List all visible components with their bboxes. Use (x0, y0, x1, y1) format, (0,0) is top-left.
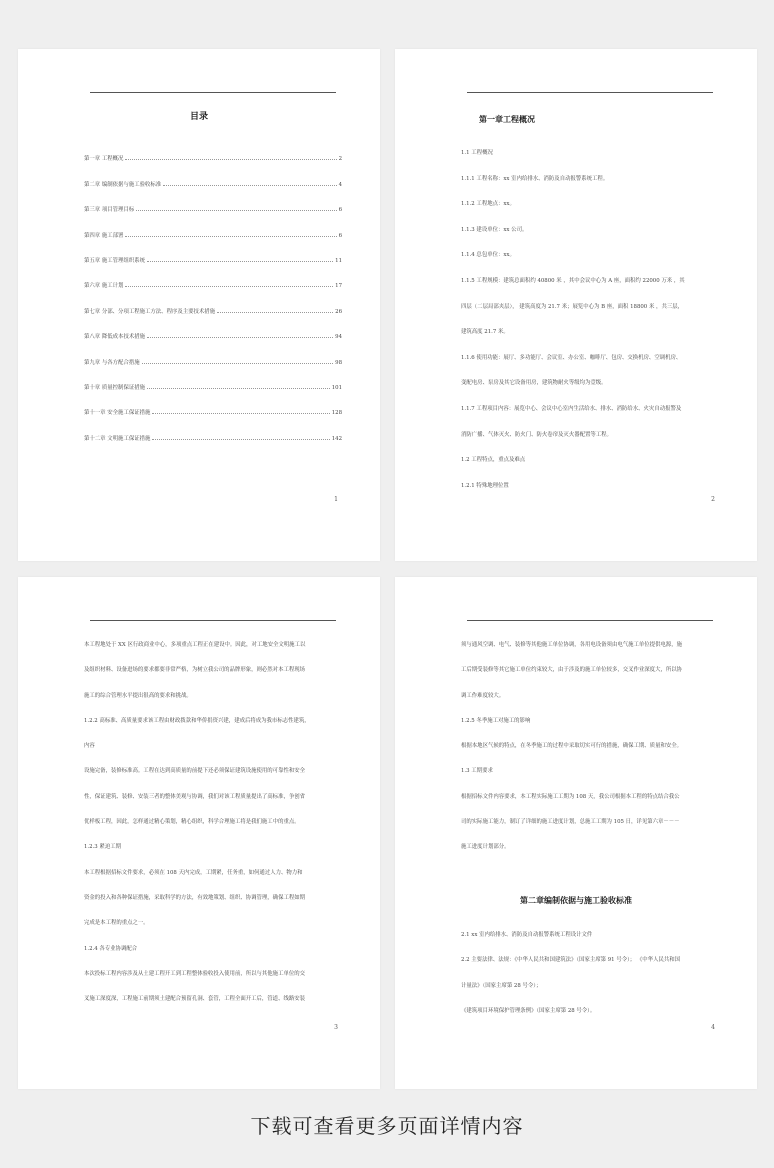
chapter-heading: 第二章编制依据与施工验收标准 (520, 895, 632, 905)
text-line: 优样板工程，因此，怎样通过精心策划，精心组织，科学合理施工将是我们施工中的重点。 (84, 819, 300, 826)
toc-entry-page: 128 (331, 410, 342, 417)
header-rule (90, 620, 336, 621)
text-line: 计量法》（国家主席第 28 号令）； (461, 982, 542, 989)
toc-entry-page: 2 (338, 156, 342, 163)
toc-entry[interactable] (84, 315, 342, 340)
text-line: 1.1.6 使用功能：展厅、多功能厅、会议室、办公室、咖啡厅、包房、交换机房、空调机房、 (461, 354, 682, 361)
text-line: 消防广播、气体灭火、防火门、防火卷帘及灭火器配置等工程。 (461, 431, 612, 438)
toc-leader-dots (217, 312, 333, 313)
toc-entry-page: 98 (335, 359, 342, 366)
table-of-contents (84, 137, 342, 442)
toc-entry[interactable] (84, 366, 342, 391)
text-line: 1.1.7 工程项目内容：展览中心、会议中心室内生活给水、排水、消防给水、火灾自动报警及 (461, 405, 682, 412)
toc-leader-dots (147, 337, 333, 338)
text-line: 调工作难度较大。 (461, 692, 505, 699)
header-rule (467, 92, 713, 93)
toc-entry-page: 6 (338, 207, 342, 214)
toc-leader-dots (147, 261, 333, 262)
toc-entry-title: 第七章 分部、分项工程施工方法、程序及主要技术措施 (84, 308, 216, 315)
toc-entry-page: 4 (338, 181, 342, 188)
toc-entry-title: 第五章 施工管理组织系统 (84, 257, 146, 264)
toc-leader-dots (147, 388, 330, 389)
toc-leader-dots (163, 185, 336, 186)
toc-leader-dots (125, 236, 336, 237)
text-line: 1.2.1 特殊地理位置 (461, 482, 509, 489)
text-line: 建筑高度 21.7 米。 (461, 329, 509, 336)
page-number: 4 (711, 1024, 715, 1031)
page-body (84, 633, 342, 1012)
toc-entry-page: 94 (335, 334, 342, 341)
page-number: 2 (711, 496, 715, 503)
header-rule (467, 620, 713, 621)
text-line: 须与通风空调、电气、装修等其他施工单位协调，各用电设备须由电气施工单位提供电源，施 (461, 642, 683, 648)
toc-entry-title: 第六章 施工计划 (84, 283, 124, 290)
toc-entry-title: 第八章 降低成本技术措施 (84, 334, 146, 341)
document-page-2 (395, 49, 757, 561)
text-line: 司的实际施工能力，制订了详细的施工进度计划，总施工工期为 105 日，详见第六章－－－ (461, 819, 680, 826)
toc-leader-dots (152, 413, 329, 414)
page-number: 3 (334, 1024, 338, 1031)
text-line: 施工的综合管理水平提出很高的要求和挑战。 (84, 692, 192, 699)
text-line: 1.3 工期要求 (461, 768, 493, 775)
text-line: 1.1.4 总包单位：xx。 (461, 252, 515, 259)
text-line: 1.1.5 工程规模：建筑总面积约 40800 米 ，其中会议中心为 A 座，面积约 22000 万米 ，其 (461, 277, 685, 284)
text-line: 施工进度计划部分。 (461, 844, 510, 851)
toc-entry-page: 6 (338, 232, 342, 239)
toc-entry-title: 第十章 质量控制保证措施 (84, 384, 146, 391)
text-line: 2.1 xx 室内给排水、消防及自动报警系统工程设计文件 (461, 932, 593, 938)
toc-entry-page: 11 (335, 257, 342, 264)
text-line: 变配电房、泵房及其它设备用房，建筑物耐火等级均为壹级。 (461, 380, 607, 387)
toc-entry[interactable] (84, 391, 342, 416)
toc-entry[interactable] (84, 416, 342, 441)
toc-entry[interactable] (84, 340, 342, 365)
text-line: 2.2 主要法律、法规：《中华人民共和国建筑法》（国家主席第 91 号令）； 《中华人民共和国 (461, 957, 681, 964)
text-line: 1.1.1 工程名称：xx 室内给排水、消防及自动报警系统工程。 (461, 175, 609, 182)
text-line: 本工程地处于 XX 区行政商业中心，多项重点工程正在建设中。因此，对工地安全文明施工以 (84, 642, 306, 648)
toc-entry[interactable] (84, 188, 342, 213)
download-more-banner[interactable]: 下载可查看更多页面详情内容 (250, 1114, 524, 1138)
document-page-4 (395, 577, 757, 1089)
toc-entry-page: 142 (331, 435, 342, 442)
text-line: 1.2.3 紧迫工期 (84, 844, 121, 851)
text-line: 工后期受装修等其它施工单位约束较大，由于涉及的施工单位较多，交叉作业深度大，所以协 (461, 667, 683, 674)
text-line: 叉施工深度深，工程施工前期须土建配合预留孔洞、套管，工程全面开工后，管道、线路安装 (84, 996, 306, 1003)
page-number: 1 (334, 496, 338, 503)
toc-entry-title: 第九章 与各方配合措施 (84, 359, 140, 366)
toc-entry-title: 第一章 工程概况 (84, 156, 124, 163)
text-line: 四层（二层局部夹层）， 建筑高度为 21.7 米；展览中心为 B 座，面积 18800 米 ，共三层， (461, 303, 684, 310)
toc-entry-title: 第三章 项目管理目标 (84, 207, 135, 214)
toc-entry-page: 101 (331, 384, 342, 391)
toc-leader-dots (125, 286, 333, 287)
toc-leader-dots (142, 363, 334, 364)
toc-entry-title: 第十一章 安全施工保证措施 (84, 410, 151, 417)
text-line: 根据招标文件内容要求，本工程实际施工工期为 108 天，我公司根据本工程的特点结合我公 (461, 793, 680, 800)
text-line: 及组织材料、设备进场的要求都要非常严格，为树立我公司的品牌形象，则必然对本工程现场 (84, 667, 306, 674)
document-page-3 (18, 577, 380, 1089)
page-body (461, 141, 719, 499)
text-line: 1.2 工程特点，重点及难点 (461, 457, 526, 464)
text-line: 《建筑项目环境保护管理条例》（国家主席第 28 号令）。 (461, 1007, 596, 1014)
toc-entry[interactable] (84, 213, 342, 238)
text-line: 设施完备，装修标准高。工程在达到高质量的前提下还必须保证建筑设施使用的可靠性和安全 (84, 768, 306, 775)
text-line: 1.1 工程概况 (461, 150, 493, 156)
toc-entry[interactable] (84, 137, 342, 162)
toc-leader-dots (136, 210, 336, 211)
text-line: 1.2.2 高标准、高质量要求该工程由财政拨款和华侨捐资兴建，建成后将成为我市标志性建筑， (84, 717, 310, 724)
toc-entry[interactable] (84, 162, 342, 187)
toc-entry-page: 17 (335, 283, 342, 290)
text-line: 完成是本工程的重点之一。 (84, 920, 149, 927)
page-body (461, 633, 719, 861)
text-line: 本工程根据招标文件要求，必须在 108 天内完成，工期紧，任务重，如何通过人力、物力和 (84, 869, 303, 876)
toc-entry-page: 26 (335, 308, 342, 315)
text-line: 根据本地区气候的特点，在冬季施工的过程中采取切实可行的措施，确保工期、质量和安全。 (461, 743, 683, 750)
toc-leader-dots (152, 439, 329, 440)
text-line: 1.2.4 各专业协调配合 (84, 945, 138, 952)
toc-title: 目录 (189, 112, 208, 122)
header-rule (90, 92, 336, 93)
toc-entry[interactable] (84, 264, 342, 289)
toc-leader-dots (125, 159, 336, 160)
toc-entry-title: 第二章 编制依据与施工验收标准 (84, 181, 162, 188)
page-body-continued (461, 923, 719, 1024)
toc-entry[interactable] (84, 289, 342, 314)
toc-entry-title: 第四章 施工部署 (84, 232, 124, 239)
toc-entry-title: 第十二章 文明施工保证措施 (84, 435, 151, 442)
text-line: 1.1.3 建设单位：xx 公司。 (461, 226, 528, 233)
text-line: 内容 (84, 743, 95, 750)
document-page-1 (18, 49, 380, 561)
toc-entry[interactable] (84, 239, 342, 264)
chapter-heading: 第一章工程概况 (479, 114, 535, 124)
text-line: 性，保证建筑、装修、安装三者的整体美观与协调，我们对该工程质量提出了高标准，争创省 (84, 793, 306, 800)
text-line: 1.2.5 冬季施工对施工的影响 (461, 717, 531, 724)
text-line: 本次投标工程内容涉及从土建工程开工到工程整体验收投入使用前，所以与其他施工单位的交 (84, 970, 306, 977)
text-line: 资金的投入和各种保证措施，采取科学的方法，有效地策划、组织、协调管理，确保工程如期 (84, 894, 306, 901)
text-line: 1.1.2 工程地点：xx。 (461, 201, 515, 208)
